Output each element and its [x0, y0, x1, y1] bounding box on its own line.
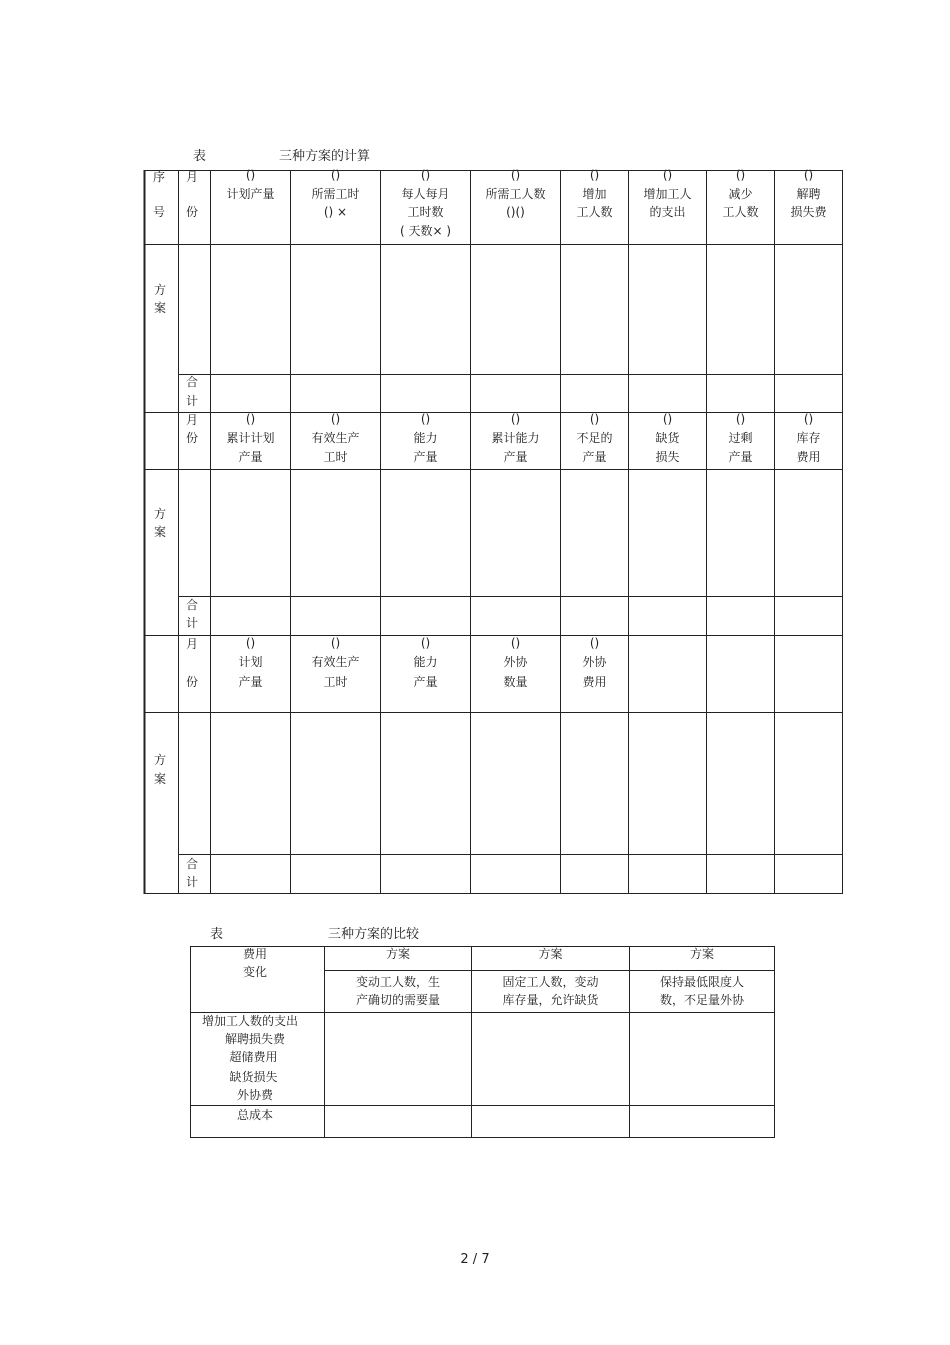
table2-plan3-header: 方案 [689, 947, 714, 961]
header2-col8-label2: 费用 [796, 450, 821, 464]
header1-col8-unit: () [803, 168, 814, 182]
header2-col3-label2: 产量 [413, 450, 438, 464]
table2-plan2-desc-line1: 固定工人数，变动 [502, 975, 599, 989]
table2-corner-bottom: 变化 [242, 965, 267, 979]
header3-col5-label2: 费用 [582, 675, 607, 689]
header3-col5-label: 外协 [582, 655, 607, 669]
header1-col2-formula: () × [323, 205, 348, 219]
header3-col3-label: 能力 [413, 655, 438, 669]
cost-item-worker-increase: 增加工人数的支出 [201, 1014, 298, 1028]
table2-plan2-header: 方案 [538, 947, 563, 961]
header1-col5-unit: () [589, 168, 600, 182]
header2-col6-unit: () [662, 412, 673, 426]
header3-col4-unit: () [510, 636, 521, 650]
header2-col6-label: 缺货 [655, 431, 680, 445]
cost-item-outsourcing: 外协费 [236, 1088, 273, 1102]
header2-month-top: 月 [185, 413, 198, 427]
section1-label-b: 案 [153, 301, 166, 315]
header2-col2-label: 有效生产 [311, 431, 360, 445]
header2-col8-label: 库存 [796, 431, 821, 445]
header2-month-bottom: 份 [185, 431, 198, 445]
header-seq-top: 序 [152, 170, 165, 184]
table2-corner-top: 费用 [242, 947, 267, 961]
header-seq-bottom: 号 [152, 205, 165, 219]
table2-plan2-desc-line2: 库存量，允许缺货 [502, 993, 599, 1007]
header1-col5-label2: 工人数 [576, 205, 613, 219]
header2-col8-unit: () [803, 412, 814, 426]
cost-item-shortage: 缺货损失 [229, 1070, 278, 1084]
header2-col1-unit: () [245, 412, 256, 426]
table1-caption-title: 三种方案的计算 [279, 149, 371, 164]
table2-plan1-desc-line1: 变动工人数，生 [355, 975, 440, 989]
header1-col6-unit: () [662, 168, 673, 182]
header2-col4-label: 累计能力 [491, 431, 540, 445]
header2-col5-label: 不足的 [576, 431, 613, 445]
header-month-top: 月 [185, 170, 198, 184]
section2-total-b: 计 [185, 616, 198, 630]
header2-col5-unit: () [589, 412, 600, 426]
header2-col3-unit: () [420, 412, 431, 426]
header1-col2-unit: () [330, 168, 341, 182]
header1-col7-label2: 工人数 [722, 205, 759, 219]
header1-col6-label2: 的支出 [649, 205, 686, 219]
header3-col5-unit: () [589, 636, 600, 650]
header2-col1-label: 累计计划 [226, 431, 275, 445]
header3-col1-label: 计划 [238, 655, 263, 669]
header2-col1-label2: 产量 [238, 450, 263, 464]
header1-col4-unit: () [510, 168, 521, 182]
section2-label-b: 案 [153, 525, 166, 539]
section1-label-a: 方 [153, 283, 166, 297]
section2-label-a: 方 [153, 507, 166, 521]
table2-plan3-desc-line2: 数，不足量外协 [659, 993, 744, 1007]
cost-item-overstock: 超储费用 [229, 1050, 278, 1064]
section3-total-a: 合 [185, 857, 198, 871]
header1-col3-label: 每人每月 [401, 187, 450, 201]
header1-col4-label: 所需工人数 [485, 187, 546, 201]
header1-col5-label: 增加 [582, 187, 607, 201]
total-cost-label: 总成本 [236, 1108, 273, 1122]
header3-col4-label2: 数量 [503, 675, 528, 689]
header1-col8-label: 解聘 [796, 187, 821, 201]
section2-total-a: 合 [185, 598, 198, 612]
header2-col2-unit: () [330, 412, 341, 426]
section3-label-b: 案 [153, 772, 166, 786]
header3-month-bottom: 份 [185, 675, 198, 689]
table2-caption-title: 三种方案的比较 [328, 927, 420, 942]
header3-col2-label2: 工时 [323, 675, 348, 689]
header-month-bottom: 份 [185, 205, 198, 219]
table2-plan3-desc-line1: 保持最低限度人 [659, 975, 744, 989]
header2-col3-label: 能力 [413, 431, 438, 445]
header2-col7-label2: 产量 [728, 450, 753, 464]
header1-col2-label: 所需工时 [311, 187, 360, 201]
header2-col6-label2: 损失 [655, 450, 680, 464]
table2-caption-label: 表 [210, 927, 224, 942]
cost-item-dismissal: 解聘损失费 [224, 1032, 285, 1046]
header2-col7-unit: () [735, 412, 746, 426]
header1-col8-label2: 损失费 [790, 205, 827, 219]
header1-col4-formula: ()() [506, 205, 525, 219]
header1-col1-label: 计划产量 [226, 187, 275, 201]
table1-caption-label: 表 [193, 149, 207, 164]
header3-col4-label: 外协 [503, 655, 528, 669]
table2-plan1-desc-line2: 产确切的需要量 [355, 993, 440, 1007]
header2-col7-label: 过剩 [728, 431, 753, 445]
header3-col1-unit: () [245, 636, 256, 650]
header3-col2-unit: () [330, 636, 341, 650]
header3-month-top: 月 [185, 637, 198, 651]
header1-col3-formula: ( 天数× ) [399, 224, 452, 238]
section1-total-a: 合 [185, 375, 198, 389]
header1-col6-label: 增加工人 [643, 187, 692, 201]
section3-total-b: 计 [185, 875, 198, 889]
header1-col7-label: 减少 [728, 187, 753, 201]
section1-total-b: 计 [185, 394, 198, 408]
section3-label-a: 方 [153, 753, 166, 767]
header1-col1-unit: () [245, 168, 256, 182]
header1-col7-unit: () [735, 168, 746, 182]
header3-col2-label: 有效生产 [311, 655, 360, 669]
header2-col4-label2: 产量 [503, 450, 528, 464]
header1-col3-unit: () [420, 168, 431, 182]
page-number: 2 / 7 [460, 1252, 490, 1267]
header2-col5-label2: 产量 [582, 450, 607, 464]
header3-col3-label2: 产量 [413, 675, 438, 689]
header1-col3-label2: 工时数 [407, 205, 444, 219]
header3-col3-unit: () [420, 636, 431, 650]
header3-col1-label2: 产量 [238, 675, 263, 689]
header2-col4-unit: () [510, 412, 521, 426]
header2-col2-label2: 工时 [323, 450, 348, 464]
table2-plan1-header: 方案 [385, 947, 410, 961]
